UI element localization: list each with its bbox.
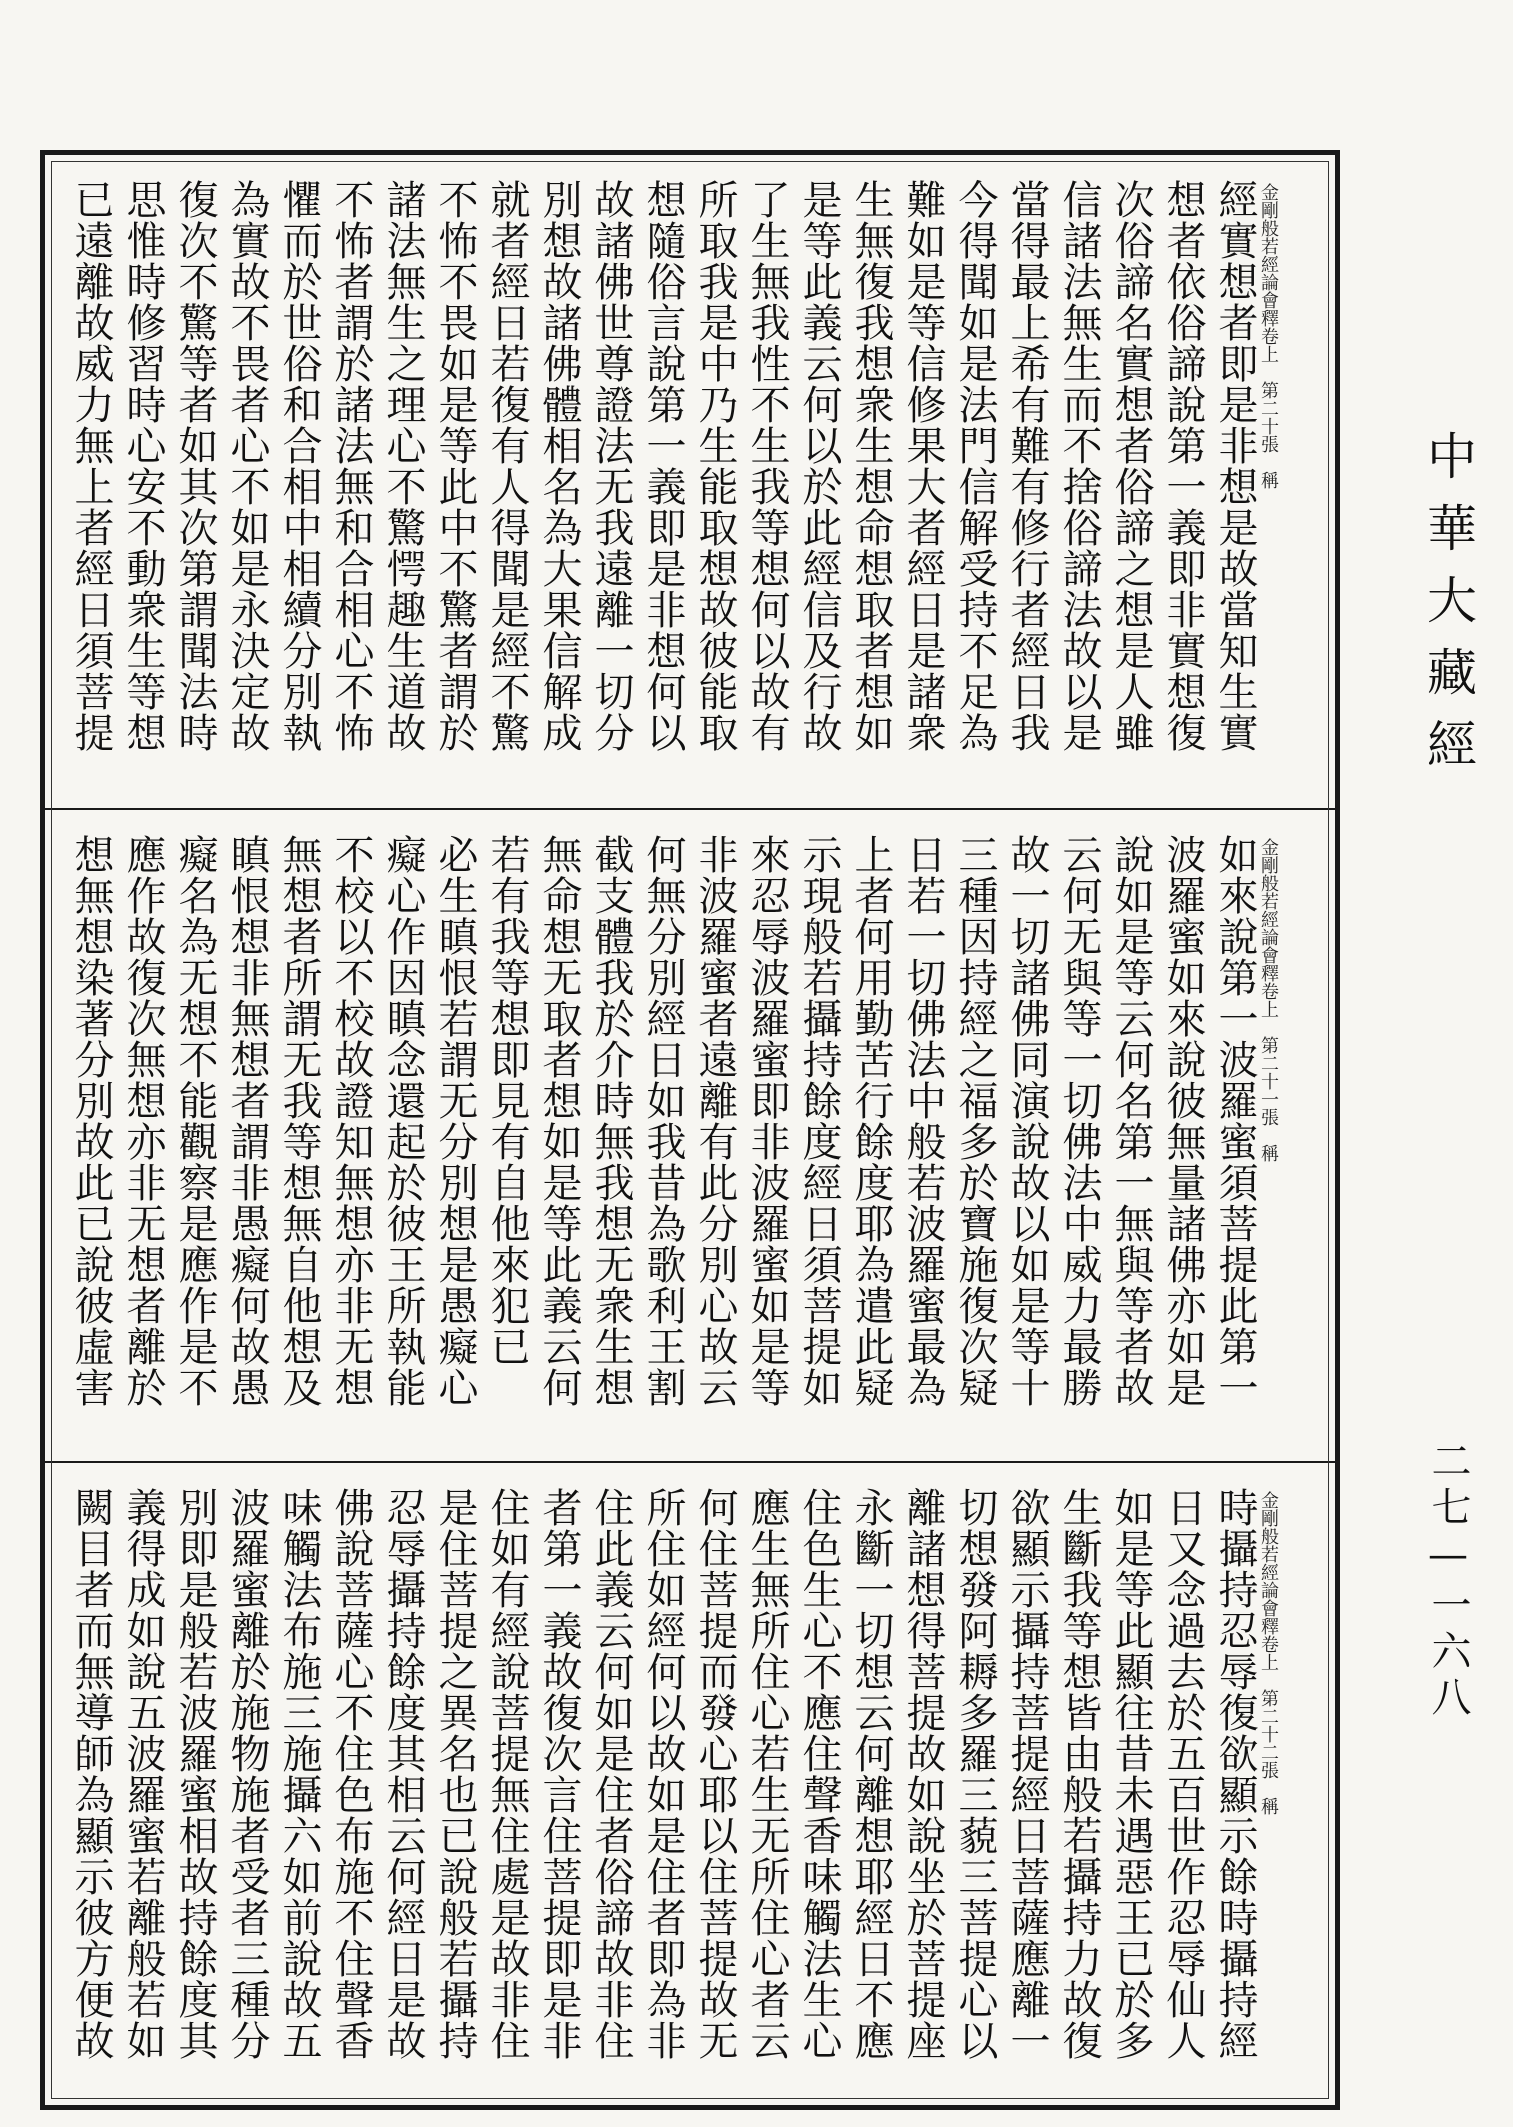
text-column: 應生無所住心若生无所住心者云 <box>744 1487 790 2061</box>
text-column: 是等此義云何以於此經信及行故 <box>796 179 842 753</box>
text-column: 住此義云何如是住者俗諦故非住 <box>588 1487 634 2061</box>
text-column: 無命想无取者想如是等此義云何 <box>536 834 582 1408</box>
text-column: 時攝持忍辱復欲顯示餘時攝持經 <box>1212 1487 1258 2061</box>
text-column: 何無分別經日如我昔為歌利王割 <box>640 834 686 1408</box>
text-column: 別即是般若波羅蜜相故持餘度其 <box>172 1487 218 2061</box>
text-column: 若有我等想即見有自他來犯已 <box>484 834 530 1367</box>
text-column: 日若一切佛法中般若波羅蜜最為 <box>900 834 946 1408</box>
text-column: 如來說第一波羅蜜須菩提此第一 <box>1212 834 1258 1408</box>
panel-1 <box>45 155 1335 810</box>
text-column: 波羅蜜離於施物施者受者三種分 <box>224 1487 270 2061</box>
text-column: 切想發阿耨多羅三藐三菩提心以 <box>952 1487 998 2061</box>
text-column: 所取我是中乃生能取想故彼能取 <box>692 179 738 753</box>
text-column: 說如是等云何名第一無與等者故 <box>1108 834 1154 1408</box>
text-column: 所住如經何以故如是住者即為非 <box>640 1487 686 2061</box>
text-column: 必生瞋恨若謂无分別想是愚癡心 <box>432 834 478 1408</box>
text-column: 忍辱攝持餘度其相云何經日是故 <box>380 1487 426 2061</box>
text-column: 經實想者即是非想是故當知生實 <box>1212 179 1258 753</box>
text-column: 故一切諸佛同演說故以如是等十 <box>1004 834 1050 1408</box>
text-column: 永斷一切想云何離想耶經日不應 <box>848 1487 894 2061</box>
panel-3 <box>45 1463 1335 2105</box>
text-column: 想隨俗言說第一義即是非想何以 <box>640 179 686 753</box>
text-column: 當得最上希有難有修行者經日我 <box>1004 179 1050 753</box>
text-column: 義得成如說五波羅蜜若離般若如 <box>120 1487 166 2061</box>
text-column: 想者依俗諦說第一義即非實想復 <box>1160 179 1206 753</box>
text-column: 思惟時修習時心安不動衆生等想 <box>120 179 166 753</box>
text-column: 次俗諦名實想者俗諦之想是人雖 <box>1108 179 1154 753</box>
text-column: 來忍辱波羅蜜即非波羅蜜如是等 <box>744 834 790 1408</box>
text-column: 難如是等信修果大者經日是諸衆 <box>900 179 946 753</box>
page-frame <box>40 150 1340 2110</box>
text-column: 三種因持經之福多於寶施復次疑 <box>952 834 998 1408</box>
text-column: 者第一義故復次言住菩提即是非 <box>536 1487 582 2061</box>
text-column: 上者何用勤苦行餘度耶為遣此疑 <box>848 834 894 1408</box>
text-column: 故諸佛世尊證法无我遠離一切分 <box>588 179 634 753</box>
text-column: 云何无與等一切佛法中威力最勝 <box>1056 834 1102 1408</box>
text-column: 住色生心不應住聲香味觸法生心 <box>796 1487 842 2061</box>
text-column: 復次不驚等者如其次第謂聞法時 <box>172 179 218 753</box>
text-column: 如是等此顯往昔未遇惡王已於多 <box>1108 1487 1154 2061</box>
text-column: 欲顯示攝持菩提經日菩薩應離一 <box>1004 1487 1050 2061</box>
text-column: 無想者所謂无我等想無自他想及 <box>276 834 322 1408</box>
text-column: 今得聞如是法門信解受持不足為 <box>952 179 998 753</box>
text-column: 示現般若攝持餘度經日須菩提如 <box>796 834 842 1408</box>
text-column: 為實故不畏者心不如是永決定故 <box>224 179 270 753</box>
text-column: 味觸法布施三施攝六如前說故五 <box>276 1487 322 2061</box>
panel-2 <box>45 810 1335 1463</box>
text-column: 癡心作因瞋念還起於彼王所執能 <box>380 834 426 1408</box>
text-column: 別想故諸佛體相名為大果信解成 <box>536 179 582 753</box>
text-column: 瞋恨想非無想者謂非愚癡何故愚 <box>224 834 270 1408</box>
text-column: 了生無我性不生我等想何以故有 <box>744 179 790 753</box>
text-column: 波羅蜜如來說彼無量諸佛亦如是 <box>1160 834 1206 1408</box>
text-column: 已遠離故威力無上者經日須菩提 <box>68 179 114 753</box>
text-column: 闕目者而無導師為顯示彼方便故 <box>68 1487 114 2061</box>
text-column: 諸法無生之理心不驚愕趣生道故 <box>380 179 426 753</box>
text-column: 日又念過去於五百世作忍辱仙人 <box>1160 1487 1206 2061</box>
text-column: 截支體我於介時無我想无衆生想 <box>588 834 634 1408</box>
text-column: 離諸想得菩提故如說坐於菩提座 <box>900 1487 946 2061</box>
text-column: 生斷我等想皆由般若攝持力故復 <box>1056 1487 1102 2061</box>
text-column: 不怖者謂於諸法無和合相心不怖 <box>328 179 374 753</box>
text-column: 非波羅蜜者遠離有此分別心故云 <box>692 834 738 1408</box>
margin-note-3: 金剛般若經論會釋卷上 第二十二張 稱 <box>1258 1491 1279 1815</box>
text-column: 就者經日若復有人得聞是經不驚 <box>484 179 530 753</box>
margin-note-1: 金剛般若經論會釋卷上 第二十張 稱 <box>1258 183 1279 489</box>
text-column: 佛說菩薩心不住色布施不住聲香 <box>328 1487 374 2061</box>
collection-title: 中華大藏經 <box>1419 430 1477 790</box>
text-column: 何住菩提而發心耶以住菩提故无 <box>692 1487 738 2061</box>
text-column: 不校以不校故證知無想亦非无想 <box>328 834 374 1408</box>
text-column: 生無復我想衆生想命想取者想如 <box>848 179 894 753</box>
text-column: 懼而於世俗和合相中相續分別執 <box>276 179 322 753</box>
margin-note-2: 金剛般若經論會釋卷上 第二十一張 稱 <box>1258 838 1279 1162</box>
text-column: 信諸法無生而不捨俗諦法故以是 <box>1056 179 1102 753</box>
text-column: 想無想染著分別故此已說彼虛害 <box>68 834 114 1408</box>
page-number: 二七—一六八 <box>1425 1440 1471 1722</box>
text-column: 癡名為无想不能觀察是應作是不 <box>172 834 218 1408</box>
text-column: 不怖不畏如是等此中不驚者謂於 <box>432 179 478 753</box>
text-column: 應作故復次無想亦非无想者離於 <box>120 834 166 1408</box>
text-column: 是住菩提之異名也已說般若攝持 <box>432 1487 478 2061</box>
text-column: 住如有經說菩提無住處是故非住 <box>484 1487 530 2061</box>
